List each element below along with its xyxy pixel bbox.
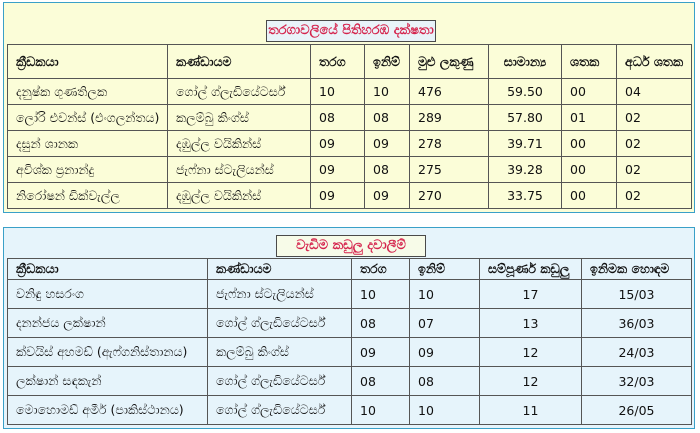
batting-header-fifties: අර්ධ ශතක (617, 45, 692, 79)
average: 33.75 (489, 183, 562, 209)
team-name: දඹුල්ල වයිකින්ස් (168, 183, 311, 209)
best-innings: 15/03 (582, 280, 692, 309)
team-name: දඹුල්ල වයිකින්ස් (168, 131, 311, 157)
bowling-panel (3, 227, 695, 429)
hundreds: 00 (562, 183, 617, 209)
team-name: ගෝල් ග්ලැඩියේටර්ස් (168, 79, 311, 105)
average: 39.71 (489, 131, 562, 157)
innings: 09 (410, 338, 480, 367)
total-wickets: 17 (480, 280, 582, 309)
table-row (8, 338, 692, 367)
table-row (8, 183, 692, 209)
runs: 275 (410, 157, 489, 183)
player-name: දනන්ජය ලක්ෂාන් (8, 309, 208, 338)
team-name: ජැෆ්නා ස්ටැලියන්ස් (168, 157, 311, 183)
team-name: ගෝල් ග්ලැඩියේටර්ස් (208, 367, 352, 396)
fifties: 02 (617, 183, 692, 209)
best-innings: 26/05 (582, 396, 692, 425)
matches: 10 (311, 79, 365, 105)
batting-header-average: සාමාන්‍ය (489, 45, 562, 79)
bowling-header-innings: ඉනිම් (410, 259, 480, 280)
runs: 476 (410, 79, 489, 105)
fifties: 02 (617, 157, 692, 183)
team-name: ජැෆ්නා ස්ටැලියන්ස් (208, 280, 352, 309)
average: 57.80 (489, 105, 562, 131)
batting-panel (3, 2, 695, 213)
total-wickets: 11 (480, 396, 582, 425)
team-name: ගෝල් ග්ලැඩියේටර්ස් (208, 309, 352, 338)
player-name: ක්වයිස් අහමඩ් (ඇෆ්ගනිස්තානය) (8, 338, 208, 367)
matches: 09 (311, 183, 365, 209)
innings: 08 (365, 157, 410, 183)
batting-header-runs: මුළු ලකුණු (410, 45, 489, 79)
innings: 10 (410, 396, 480, 425)
batting-header-hundreds: ශතක (562, 45, 617, 79)
player-name: වනිඳු හසරංග (8, 280, 208, 309)
table-row (8, 105, 692, 131)
innings: 09 (365, 131, 410, 157)
table-row (8, 157, 692, 183)
team-name: කලම්බු කිංග්ස් (168, 105, 311, 131)
average: 59.50 (489, 79, 562, 105)
batting-header-team: කණ්ඩායම (168, 45, 311, 79)
team-name: ගෝල් ග්ලැඩියේටර්ස් (208, 396, 352, 425)
innings: 07 (410, 309, 480, 338)
player-name: මොහොමඩ් අමීර් (පාකිස්ථානය) (8, 396, 208, 425)
table-row (8, 367, 692, 396)
bowling-title: වැඩිම කඩුලු දවාලීම් (276, 235, 426, 257)
player-name: ලක්ෂාන් සඳකැන් (8, 367, 208, 396)
player-name: නිරෝෂන් ඩික්වැල්ල (8, 183, 168, 209)
matches: 10 (352, 396, 410, 425)
best-innings: 32/03 (582, 367, 692, 396)
batting-table (7, 44, 692, 209)
runs: 278 (410, 131, 489, 157)
runs: 270 (410, 183, 489, 209)
matches: 09 (311, 131, 365, 157)
matches: 08 (311, 105, 365, 131)
batting-header-row (8, 45, 692, 79)
best-innings: 24/03 (582, 338, 692, 367)
table-row (8, 280, 692, 309)
table-row (8, 79, 692, 105)
team-name: කලම්බු කිංග්ස් (208, 338, 352, 367)
batting-title: තරගාවලියේ පිතිහරඹ දක්ෂතා (266, 20, 436, 42)
innings: 08 (365, 105, 410, 131)
average: 39.28 (489, 157, 562, 183)
table-row (8, 309, 692, 338)
hundreds: 00 (562, 79, 617, 105)
bowling-header-wickets: සම්පූර්ණ කඩුලු (480, 259, 582, 280)
batting-header-player: ක්‍රීඩකයා (8, 45, 168, 79)
player-name: අවිශ්ක ප්‍රනාන්දු (8, 157, 168, 183)
table-row (8, 396, 692, 425)
player-name: ලෝරි එවන්ස් (එංගලන්තය) (8, 105, 168, 131)
batting-header-innings: ඉනිම් (365, 45, 410, 79)
hundreds: 01 (562, 105, 617, 131)
innings: 10 (410, 280, 480, 309)
bowling-header-player: ක්‍රීඩකයා (8, 259, 208, 280)
bowling-table (7, 258, 692, 425)
batting-header-matches: තරග (311, 45, 365, 79)
bowling-header-matches: තරග (352, 259, 410, 280)
total-wickets: 13 (480, 309, 582, 338)
fifties: 02 (617, 105, 692, 131)
matches: 08 (352, 309, 410, 338)
best-innings: 36/03 (582, 309, 692, 338)
innings: 09 (365, 183, 410, 209)
matches: 08 (352, 367, 410, 396)
total-wickets: 12 (480, 367, 582, 396)
matches: 09 (352, 338, 410, 367)
total-wickets: 12 (480, 338, 582, 367)
player-name: දසුන් ශානක (8, 131, 168, 157)
table-row (8, 131, 692, 157)
bowling-header-best: ඉනිමක හොඳම (582, 259, 692, 280)
hundreds: 00 (562, 157, 617, 183)
bowling-header-row (8, 259, 692, 280)
innings: 10 (365, 79, 410, 105)
matches: 10 (352, 280, 410, 309)
runs: 289 (410, 105, 489, 131)
fifties: 04 (617, 79, 692, 105)
bowling-header-team: කණ්ඩායම (208, 259, 352, 280)
fifties: 02 (617, 131, 692, 157)
player-name: දනුෂ්ක ගුණතිලක (8, 79, 168, 105)
matches: 09 (311, 157, 365, 183)
innings: 08 (410, 367, 480, 396)
hundreds: 00 (562, 131, 617, 157)
